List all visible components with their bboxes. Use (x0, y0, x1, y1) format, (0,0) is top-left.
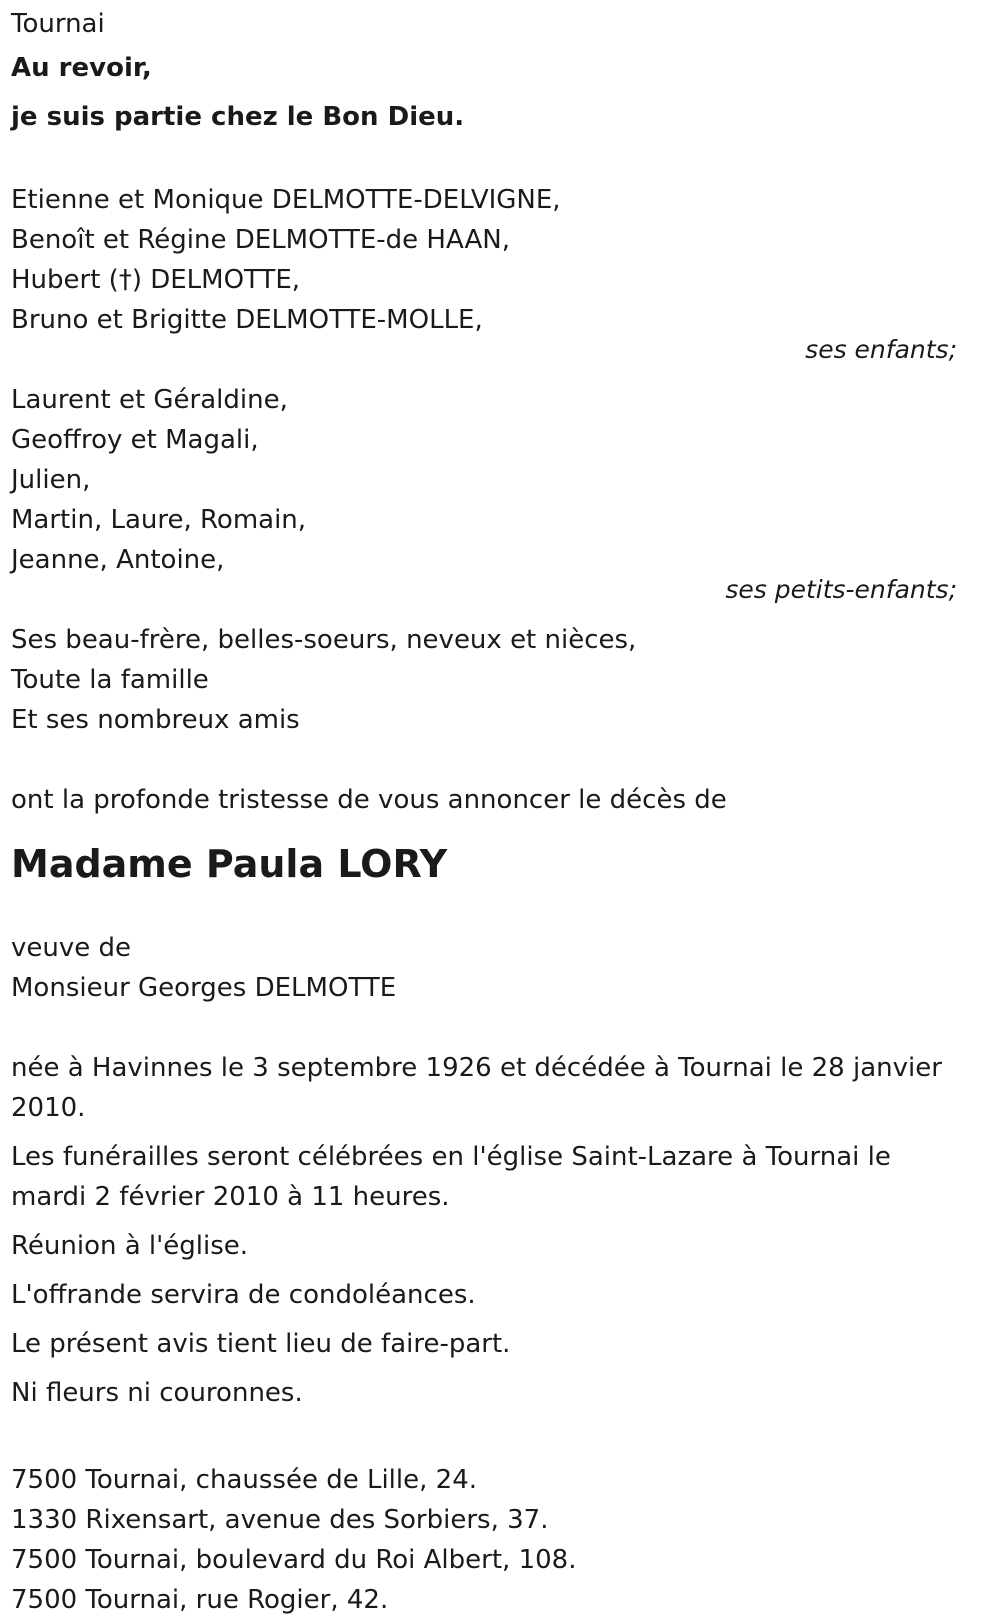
grandchild-line: Jeanne, Antoine, (11, 545, 225, 575)
grandchildren-list (11, 380, 957, 580)
detail-line: Réunion à l'église. (11, 1231, 249, 1261)
address-line: 7500 Tournai, rue Rogier, 42. (11, 1585, 389, 1615)
family-line: Toute la famille (11, 665, 209, 695)
address-line: 7500 Tournai, chaussée de Lille, 24. (11, 1465, 478, 1495)
family-list (11, 620, 957, 740)
motto-line-2: je suis partie chez le Bon Dieu. (11, 102, 465, 132)
funeral-info: Les funérailles seront célébrées en l'église Saint-Lazare à Tournai le mardi 2 février 2010 à 11 heures. (11, 1142, 891, 1212)
grandchildren-role: ses petits-enfants; (725, 575, 957, 604)
motto-line-1: Au revoir, (11, 53, 152, 83)
grandchild-line: Martin, Laure, Romain, (11, 505, 307, 535)
grandchild-line: Julien, (11, 465, 91, 495)
children-list (11, 180, 957, 340)
detail-line: Le présent avis tient lieu de faire-part. (11, 1329, 511, 1359)
family-line: Et ses nombreux amis (11, 705, 300, 735)
deceased-name: Madame Paula LORY (11, 842, 448, 886)
family-line: Ses beau-frère, belles-soeurs, neveux et nièces, (11, 625, 637, 655)
grandchild-line: Geoffroy et Magali, (11, 425, 259, 455)
child-line: Benoît et Régine DELMOTTE-de HAAN, (11, 225, 510, 255)
birth-death-info: née à Havinnes le 3 septembre 1926 et décédée à Tournai le 28 janvier 2010. (11, 1053, 942, 1123)
announcement: ont la profonde tristesse de vous annoncer le décès de (11, 785, 727, 815)
addresses (11, 1460, 957, 1620)
widow-of (11, 928, 957, 1008)
child-line: Hubert (†) DELMOTTE, (11, 265, 301, 295)
address-line: 7500 Tournai, boulevard du Roi Albert, 108. (11, 1545, 577, 1575)
detail-line: L'offrande servira de condoléances. (11, 1280, 476, 1310)
spouse-name: Monsieur Georges DELMOTTE (11, 973, 397, 1003)
children-role: ses enfants; (805, 335, 957, 364)
detail-line: Ni fleurs ni couronnes. (11, 1378, 303, 1408)
address-line: 1330 Rixensart, avenue des Sorbiers, 37. (11, 1505, 549, 1535)
child-line: Bruno et Brigitte DELMOTTE-MOLLE, (11, 305, 483, 335)
grandchild-line: Laurent et Géraldine, (11, 385, 288, 415)
widow-of-label: veuve de (11, 933, 132, 963)
child-line: Etienne et Monique DELMOTTE-DELVIGNE, (11, 185, 561, 215)
city: Tournai (11, 9, 105, 39)
details (11, 1048, 957, 1413)
